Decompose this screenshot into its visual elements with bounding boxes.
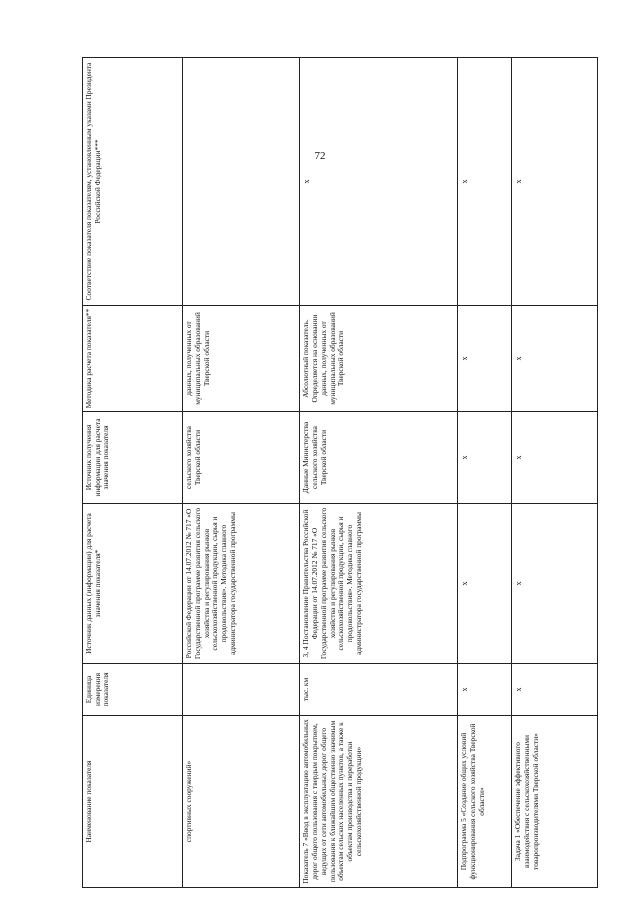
- cell-info-source: сельского хозяйства Тверской области: [183, 412, 300, 504]
- cell-unit: тыс. км: [300, 664, 458, 716]
- table-row: [458, 58, 512, 888]
- rotated-table-container: [82, 58, 598, 888]
- header-conformity: Соответствие показателя показателям, установленным указами Президента Российской Федерации***: [83, 58, 183, 306]
- header-name: Наименование показателя: [83, 716, 183, 888]
- cell-source: х: [458, 504, 512, 664]
- cell-info-source: х: [458, 412, 512, 504]
- indicator-table: [82, 57, 598, 888]
- cell-name: спортивных сооружений»: [183, 716, 300, 888]
- cell-method: х: [512, 306, 598, 412]
- header-method: Методика расчета показателя**: [83, 306, 183, 412]
- header-source: Источник данных (информации) для расчета значения показателя*: [83, 504, 183, 664]
- cell-unit: х: [458, 664, 512, 716]
- cell-conformity: х: [458, 58, 512, 306]
- cell-source: 3, 4 Постановление Правительства Российской Федерации от 14.07.2012 № 717 «О Государственной программе развития сельского хозяйства и регулирования рынков сельскохозяйственной продукции, сырья и продовольствия». Методика главного администратора государственной программы: [300, 504, 458, 664]
- header-info-source: Источник получения информации для расчета значения показателя: [83, 412, 183, 504]
- table-row: [300, 58, 458, 888]
- header-row: [83, 58, 183, 888]
- cell-unit: [183, 664, 300, 716]
- cell-unit: х: [512, 664, 598, 716]
- cell-source: Российской Федерации от 14.07.2012 № 717 «О Государственной программе развития сельского хозяйства и регулирования рынков сельскохозяйственной продукции, сырья и продовольствия». Методика главного администратора государственной программы: [183, 504, 300, 664]
- cell-name: Показатель 7 «Ввод в эксплуатацию автомобильных дорог общего пользования с твердым покрытием, ведущих от сети автомобильных дорог общего пользования к ближайшим общественно значимым объектам сельских населенных пунктов, а также к объектам производства и переработки сельскохозяйственной продукции»: [300, 716, 458, 888]
- cell-source: х: [512, 504, 598, 664]
- table-row: [512, 58, 598, 888]
- cell-info-source: х: [512, 412, 598, 504]
- cell-conformity: [183, 58, 300, 306]
- header-unit: Единица измерения показателя: [83, 664, 183, 716]
- page-number: 72: [314, 150, 326, 162]
- cell-name: Задача 1 «Обеспечение эффективного взаимодействия с сельскохозяйственными товаропроизводителями Тверской области»: [512, 716, 598, 888]
- cell-conformity: х: [300, 58, 458, 306]
- cell-method: х: [458, 306, 512, 412]
- cell-name: Подпрограмма 5 «Создание общих условий функционирования сельского хозяйства Тверской области»: [458, 716, 512, 888]
- cell-method: данных, полученных от муниципальных образований Тверской области: [183, 306, 300, 412]
- cell-info-source: Данные Министерства сельского хозяйства Тверской области: [300, 412, 458, 504]
- cell-conformity: х: [512, 58, 598, 306]
- table-row: [183, 58, 300, 888]
- cell-method: Абсолютный показатель. Определяется на основании данных, полученных от муниципальных образований Тверской области: [300, 306, 458, 412]
